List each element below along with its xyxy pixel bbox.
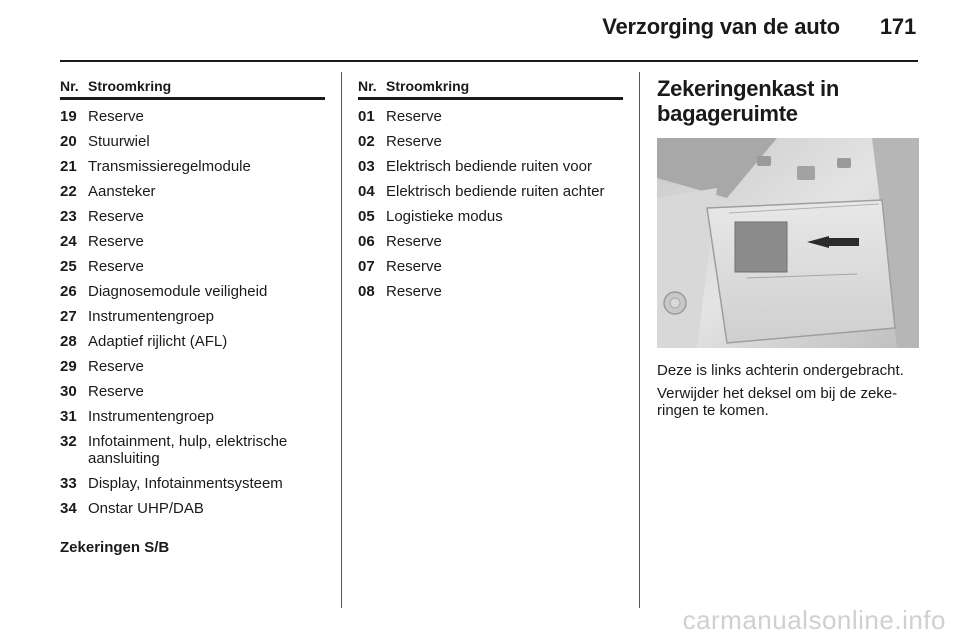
trunk-fusebox-photo xyxy=(657,138,919,348)
table-row xyxy=(60,258,325,275)
header-stroomkring: Stroomkring xyxy=(386,78,470,94)
table-row xyxy=(60,358,325,375)
right-column xyxy=(657,76,919,419)
header-nr: Nr. xyxy=(358,78,377,94)
middle-column xyxy=(358,78,623,300)
table-row xyxy=(60,433,325,467)
table-row xyxy=(358,158,623,175)
table-row xyxy=(60,208,325,225)
table-row xyxy=(60,333,325,350)
fuse-number: 07 xyxy=(358,258,375,275)
fuse-number: 27 xyxy=(60,308,77,325)
circuit-name: Onstar UHP/DAB xyxy=(88,500,204,517)
fuse-number: 25 xyxy=(60,258,77,275)
circuit-name: Reserve xyxy=(386,233,442,250)
circuit-name: Infotainment, hulp, elektrische aansluiting xyxy=(88,433,288,467)
left-column xyxy=(60,78,325,556)
table-row xyxy=(60,133,325,150)
table-row xyxy=(60,233,325,250)
fuse-number: 08 xyxy=(358,283,375,300)
header-title: Verzorging van de auto xyxy=(602,14,840,39)
column-divider-2 xyxy=(639,72,640,608)
table-row xyxy=(60,500,325,517)
table-row xyxy=(60,183,325,200)
fuse-number: 26 xyxy=(60,283,77,300)
fuse-number: 04 xyxy=(358,183,375,200)
table-row xyxy=(60,158,325,175)
fuse-number: 24 xyxy=(60,233,77,250)
circuit-name: Elektrisch bediende ruiten achter xyxy=(386,183,605,200)
table-row xyxy=(358,283,623,300)
table-row xyxy=(358,233,623,250)
circuit-name: Reserve xyxy=(386,283,442,300)
table-row xyxy=(60,283,325,300)
circuit-name: Reserve xyxy=(88,233,144,250)
fuse-number: 30 xyxy=(60,383,77,400)
page-header xyxy=(602,14,916,40)
table-row xyxy=(358,258,623,275)
header-rule xyxy=(60,60,918,62)
circuit-name: Instrumentengroep xyxy=(88,308,214,325)
table-row xyxy=(358,108,623,125)
fuse-number: 32 xyxy=(60,433,77,450)
circuit-name: Reserve xyxy=(88,383,144,400)
fuse-number: 29 xyxy=(60,358,77,375)
fuse-number: 05 xyxy=(358,208,375,225)
circuit-name: Transmissieregelmodule xyxy=(88,158,251,175)
circuit-name: Diagnosemodule veiligheid xyxy=(88,283,268,300)
fuse-number: 19 xyxy=(60,108,77,125)
fuse-number: 06 xyxy=(358,233,375,250)
table-row xyxy=(60,383,325,400)
fuse-number: 02 xyxy=(358,133,375,150)
watermark: carmanualsonline.info xyxy=(682,605,946,635)
paragraph: Verwijder het deksel om bij de zeke-ringen te komen. xyxy=(657,385,898,419)
fuse-number: 34 xyxy=(60,500,77,517)
fuse-number: 01 xyxy=(358,108,375,125)
circuit-name: Stuurwiel xyxy=(88,133,150,150)
table-row xyxy=(358,183,623,200)
middle-table-header xyxy=(358,78,623,100)
circuit-name: Reserve xyxy=(88,358,144,375)
table-row xyxy=(358,208,623,225)
fuse-number: 20 xyxy=(60,133,77,150)
fuse-number: 31 xyxy=(60,408,77,425)
fuse-number: 21 xyxy=(60,158,77,175)
table-row xyxy=(60,408,325,425)
circuit-name: Reserve xyxy=(88,258,144,275)
circuit-name: Reserve xyxy=(88,208,144,225)
fuse-number: 23 xyxy=(60,208,77,225)
circuit-name: Aansteker xyxy=(88,183,156,200)
left-table-header xyxy=(60,78,325,100)
left-table-body xyxy=(60,108,325,517)
circuit-name: Instrumentengroep xyxy=(88,408,214,425)
circuit-name: Display, Infotainmentsysteem xyxy=(88,475,283,492)
circuit-name: Reserve xyxy=(88,108,144,125)
middle-table-body xyxy=(358,108,623,300)
table-row xyxy=(60,108,325,125)
section-body xyxy=(657,362,919,419)
section-title: Zekeringenkast in bagageruimte xyxy=(657,76,839,126)
circuit-name: Logistieke modus xyxy=(386,208,503,225)
circuit-name: Reserve xyxy=(386,108,442,125)
table-row xyxy=(60,308,325,325)
fuse-number: 28 xyxy=(60,333,77,350)
section-subheading: Zekeringen S/B xyxy=(60,539,170,556)
circuit-name: Reserve xyxy=(386,258,442,275)
paragraph: Deze is links achterin ondergebracht. xyxy=(657,362,904,379)
table-row xyxy=(60,475,325,492)
header-stroomkring: Stroomkring xyxy=(88,78,172,94)
column-divider-1 xyxy=(341,72,342,608)
page-number: 171 xyxy=(879,14,916,39)
fuse-number: 03 xyxy=(358,158,375,175)
fuse-number: 22 xyxy=(60,183,77,200)
circuit-name: Elektrisch bediende ruiten voor xyxy=(386,158,592,175)
fuse-number: 33 xyxy=(60,475,77,492)
circuit-name: Adaptief rijlicht (AFL) xyxy=(88,333,228,350)
table-row xyxy=(358,133,623,150)
circuit-name: Reserve xyxy=(386,133,442,150)
header-nr: Nr. xyxy=(60,78,79,94)
